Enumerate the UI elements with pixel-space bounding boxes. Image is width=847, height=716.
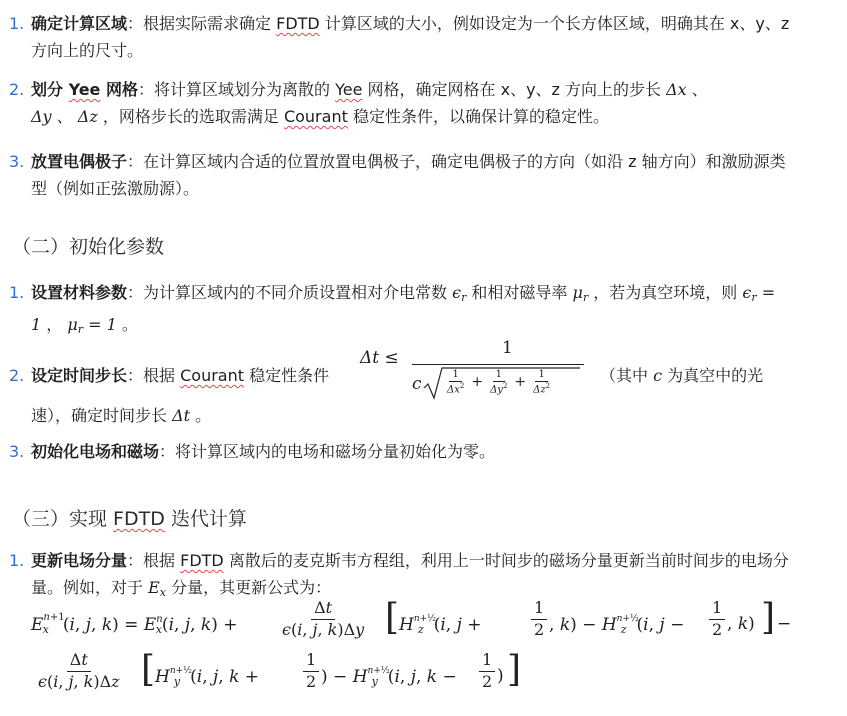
spellcheck-word: FDTD — [180, 551, 224, 570]
section-init-params — [0, 279, 847, 335]
list-number: 1. — [9, 283, 25, 302]
list-number: 1. — [9, 551, 25, 570]
spellcheck-word: FDTD — [113, 508, 165, 530]
section-heading-init-params: （二）初始化参数 — [12, 236, 165, 258]
math-mu-r-equals-1: $\mu_r = 1$ — [67, 315, 117, 336]
list-number: 3. — [9, 442, 25, 461]
list-item: 1. 更新电场分量：根据 FDTD 离散后的麦克斯韦方程组，利用上一时间步的磁场分量更新当前时间步的电场分量。例如，对于 $E_x$ 分量，其更新公式为： — [0, 547, 790, 606]
section-init-params-3 — [0, 438, 847, 465]
courant-formula: Δt ≤ 1 c $\frac{1}{\Delta x^2}$ + $\frac{1}{\Delta y^2}$ + $\frac{1}{\Delta z^2}$ — [360, 338, 590, 402]
list-number: 3. — [9, 152, 25, 171]
list-item: 2. 设定时间步长：根据 Courant 稳定性条件 Δt ≤ 1 c $\frac{1}{\Delta x^2}$ + $\frac{1}{\Delta y^2}$ + $\frac{1}{\Delta z^2}$ （其中 c 为真空中的光 速），确定时间步长 Δt 。 — [9, 338, 764, 425]
list-item: 3. 初始化电场和磁场：将计算区域内的电场和磁场分量初始化为零。 — [0, 438, 847, 465]
list-number: 2. — [9, 80, 25, 99]
section-grid-setup — [0, 10, 847, 208]
list-item: 2. 划分 Yee 网格：将计算区域划分为离散的 Yee 网格，确定网格在 x、y、z 方向上的步长 Δx 、 Δy 、 Δz ，网格步长的选取需满足 Courant 稳定性条件，以确保计算的稳定性。 — [0, 76, 790, 144]
item-title: 初始化电场和磁场 — [31, 442, 160, 461]
list-item: 1. 确定计算区域：根据实际需求确定 FDTD 计算区域的大小，例如设定为一个长方体区域，明确其在 x、y、z 方向上的尺寸。 — [0, 10, 790, 70]
math-delta-y: Δy — [31, 107, 52, 126]
math-delta-t: Δt — [172, 406, 191, 425]
item-title: 放置电偶极子 — [31, 152, 128, 171]
item-title: 划分 Yee 网格 — [31, 80, 138, 99]
math-c: c — [653, 366, 663, 385]
update-formula-line1: $E^{n+1}_x$ (i, j, $k) = E^n_x(i$, j, k) + $\frac{\Delta t}{\epsilon(i, j, k)\Delta y}$ [ $H^{n+\frac{1}{2}}_z$ (i, j + $\frac{1}{2}$ , $k) - H^{n+\frac{1}{2}}_z$ (i, j − $\frac{1}{2}$ , k) ] − — [31, 597, 792, 639]
math-ex: $E_x$ — [148, 578, 166, 599]
spellcheck-word: Yee — [335, 80, 363, 99]
section-heading-fdtd-iteration: （三）实现 FDTD 迭代计算 — [12, 508, 247, 530]
math-delta-x: Δx — [666, 80, 687, 99]
item-title: 更新电场分量 — [31, 551, 128, 570]
math-epsilon-r: $\epsilon_r$ — [452, 283, 467, 304]
item-title: 设置材料参数 — [31, 283, 128, 302]
item-title: 设定时间步长 — [31, 366, 128, 385]
item-title: 确定计算区域 — [31, 14, 128, 33]
spellcheck-word: Courant — [283, 107, 348, 126]
list-item: 1. 设置材料参数：为计算区域内的不同介质设置相对介电常数 $\epsilon_r$ 和相对磁导率 $\mu_r$ ，若为真空环境，则 $\epsilon_r = 1$ ， $\mu_r = 1$ 。 — [0, 279, 790, 335]
math-delta-z: Δz — [77, 107, 98, 126]
list-number: 1. — [9, 14, 25, 33]
spellcheck-word: FDTD — [276, 14, 320, 33]
math-epsilon-r-equals-1: $\epsilon_r = 1$ — [31, 283, 776, 334]
math-mu-r: $\mu_r$ — [572, 283, 589, 304]
list-number: 2. — [9, 366, 25, 385]
spellcheck-word: Courant — [180, 366, 245, 385]
list-item: 3. 放置电偶极子：在计算区域内合适的位置放置电偶极子，确定电偶极子的方向（如沿 z 轴方向）和激励源类型（例如正弦激励源）。 — [0, 148, 790, 208]
update-formula-line2: $\frac{\Delta t}{\epsilon(i, j, k)\Delta z}$ [ $H^{n+\frac{1}{2}}_y$ (i, j, k + $\frac{1}{2}$ ) − $H^{n+\frac{1}{2}}_y$ (i, j, k − $\frac{1}{2}$ ) ] — [38, 649, 522, 691]
